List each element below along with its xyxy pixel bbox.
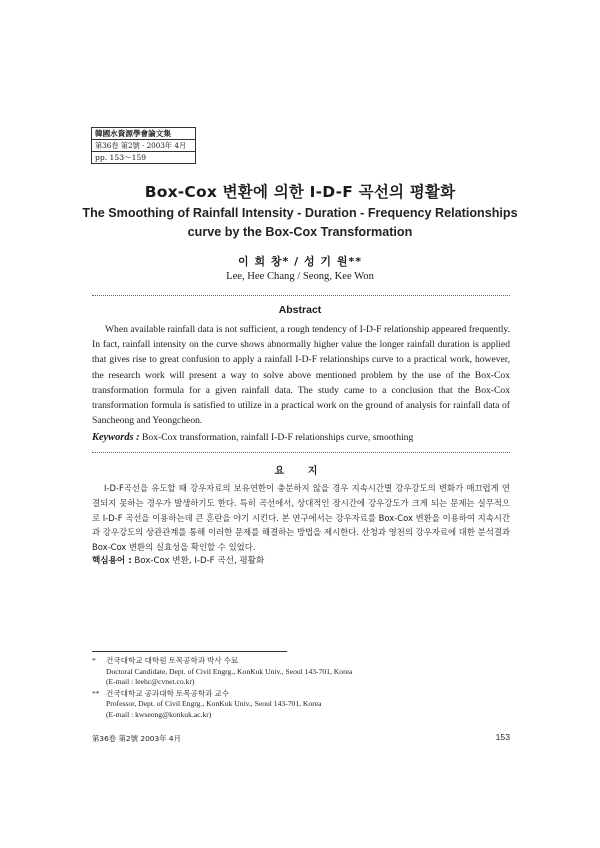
journal-pages: pp. 153～159 bbox=[95, 153, 147, 162]
keywords-text: Box-Cox transformation, rainfall I-D-F relationships curve, smoothing bbox=[142, 432, 414, 443]
title-english-line2: curve by the Box-Cox Transformation bbox=[187, 225, 413, 239]
title-english-line1: The Smoothing of Rainfall Intensity - Duration - Frequency Relationships bbox=[82, 206, 518, 220]
footnote-affiliation-ko: 건국대학교 공과대학 토목공학과 교수 bbox=[106, 688, 230, 698]
title-english bbox=[60, 204, 540, 242]
title-korean: Box-Cox 변환에 의한 I-D-F 곡선의 평활화 bbox=[144, 183, 456, 201]
abstract-body: When available rainfall data is not sufficient, a rough tendency of I-D-F relationship appeared frequently. In fact, rainfall intensity on the curve shows abnormally higher value the longer rainfall duration is applied that gives rise to great confusion to apply a rainfall I-D-F relationships curve to a practical work, however, the research work will present a way to solve above mentioned problem by the use of the Box-Cox transformation formula for a given rainfall data. The study came to a conclusion that the Box-Cox transformation formula is satisfied to utilize in a practical work on the ground of analysis for rainfall data of Sancheong and Yeongcheon. bbox=[92, 324, 510, 427]
korean-abstract-body: I-D-F곡선을 유도할 때 강우자료의 보유연한이 충분하지 않을 경우 지속시간별 강우강도의 변화가 매끄럽게 연결되지 못하는 경우가 발생하기도 한다. 특히 곡선에서, 상대적인 장시간에 강우강도가 크게 되는 문제는 실무적으로 I-D-F 곡선을 이용하는데 큰 혼란을 야기 시킨다. 본 연구에서는 강우자료를 Box-Cox 변환을 이용하여 지속시간과 강우강도의 상관관계를 통해 이러한 문제를 해결하는 방법을 제시한다. 산청과 영천의 강우자료에 대한 분석결과 Box-Cox 변환의 실효성을 확인할 수 있었다. bbox=[92, 483, 510, 553]
korean-keywords-text: Box-Cox 변환, I-D-F 곡선, 평활화 bbox=[134, 556, 265, 566]
journal-issue: 第36卷 第2號 · 2003年 4月 bbox=[92, 140, 195, 152]
authors-english: Lee, Hee Chang / Seong, Kee Won bbox=[226, 271, 374, 282]
footnote-2 bbox=[92, 689, 510, 721]
footnote-rule bbox=[92, 651, 287, 652]
footnote-email: (E-mail : kwseong@konkuk.ac.kr) bbox=[106, 709, 212, 719]
footer-issue: 第36卷 第2號 2003年 4月 bbox=[92, 734, 182, 743]
footnote-email: (E-mail : leehc@cvnet.co.kr) bbox=[106, 677, 195, 687]
abstract-heading: Abstract bbox=[278, 304, 322, 316]
korean-keywords-label: 핵심용어 : bbox=[92, 556, 132, 566]
footnote-affiliation-ko: 건국대학교 대학원 토목공학과 박사 수료 bbox=[106, 656, 239, 665]
divider-middle bbox=[92, 452, 510, 453]
footnotes bbox=[92, 656, 510, 722]
footnote-mark: * bbox=[92, 656, 96, 665]
footnote-mark: ** bbox=[92, 688, 100, 698]
journal-name: 韓國水資源學會論文集 bbox=[92, 128, 195, 140]
korean-keywords bbox=[92, 554, 510, 566]
divider-top bbox=[92, 295, 510, 296]
keywords-label: Keywords : bbox=[92, 432, 140, 443]
korean-abstract-heading: 요 지 bbox=[274, 466, 328, 477]
footnote-affiliation-en: Doctoral Candidate, Dept. of Civil Engrg., KonKuk Univ., Seoul 143-701, Korea bbox=[106, 666, 353, 676]
footnote-1 bbox=[92, 656, 510, 688]
keywords bbox=[92, 432, 510, 443]
authors-korean: 이 희 창* / 성 기 원** bbox=[237, 255, 362, 268]
page-number: 153 bbox=[495, 732, 510, 742]
footnote-affiliation-en: Professor, Dept. of Civil Engrg., KonKuk Univ., Seoul 143-701, Korea bbox=[106, 699, 322, 709]
journal-info-box bbox=[91, 127, 196, 164]
